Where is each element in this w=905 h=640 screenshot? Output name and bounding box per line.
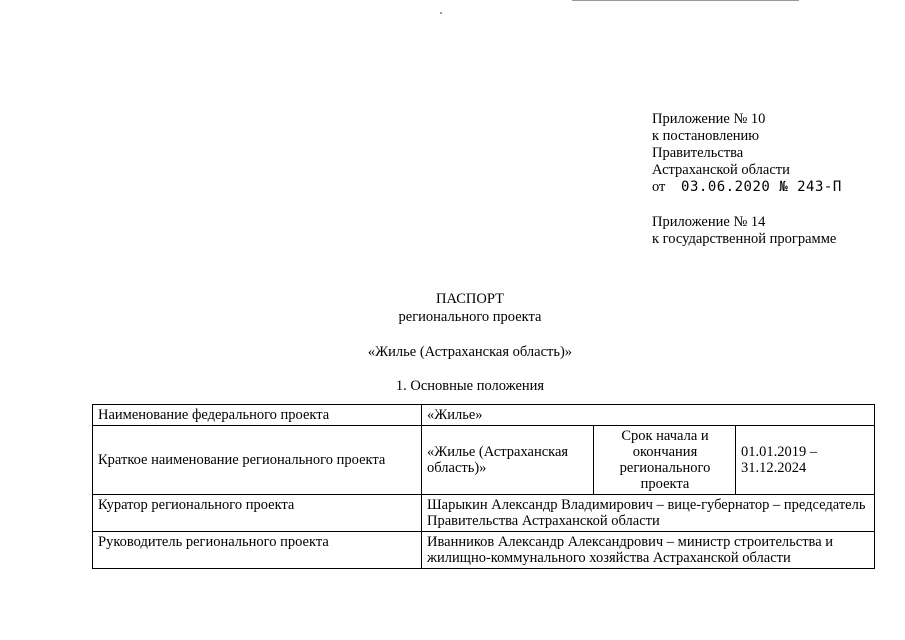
appendix-line: Приложение № 10 (652, 111, 766, 127)
table-cell-value: «Жилье» (422, 405, 875, 426)
appendix-line: к государственной программе (652, 231, 837, 247)
document-subtitle: регионального проекта (398, 309, 542, 325)
table-cell-value: Шарыкин Александр Владимирович – вице-губернатор – председатель Правительства Астраханской области (422, 495, 875, 532)
from-label: от (652, 179, 666, 195)
scan-artifact-dot (440, 12, 442, 14)
project-name: «Жилье (Астраханская область)» (367, 344, 573, 360)
table-cell-label: Руководитель регионального проекта (93, 532, 422, 569)
term-value-cell: 01.01.2019 – 31.12.2024 (736, 426, 875, 495)
table-row (93, 532, 875, 569)
table-row (93, 405, 875, 426)
document-title: ПАСПОРТ (436, 291, 504, 307)
table-cell-value: «Жилье (Астраханская область)» (422, 426, 594, 495)
table-row (93, 426, 875, 495)
appendix-program (652, 214, 836, 248)
table-cell-label: Куратор регионального проекта (93, 495, 422, 532)
section-heading: 1. Основные положения (395, 378, 545, 394)
appendix-line: Астраханской области (652, 162, 790, 178)
table-cell-label: Краткое наименование регионального проекта (93, 426, 422, 495)
decree-number: 03.06.2020 № 243-П (681, 179, 842, 195)
appendix-header (652, 111, 842, 196)
term-label-cell: Срок начала и окончания регионального проекта (594, 426, 736, 495)
decree-line (652, 179, 842, 196)
appendix-line: Правительства (652, 145, 744, 161)
passport-table (92, 404, 875, 569)
appendix-line: Приложение № 14 (652, 214, 766, 230)
table-cell-label: Наименование федерального проекта (93, 405, 422, 426)
scan-artifact-line (572, 0, 799, 1)
appendix-line: к постановлению (652, 128, 760, 144)
table-row (93, 495, 875, 532)
table-cell-value: Иванников Александр Александрович – министр строительства и жилищно-коммунального хозяйства Астраханской области (422, 532, 875, 569)
